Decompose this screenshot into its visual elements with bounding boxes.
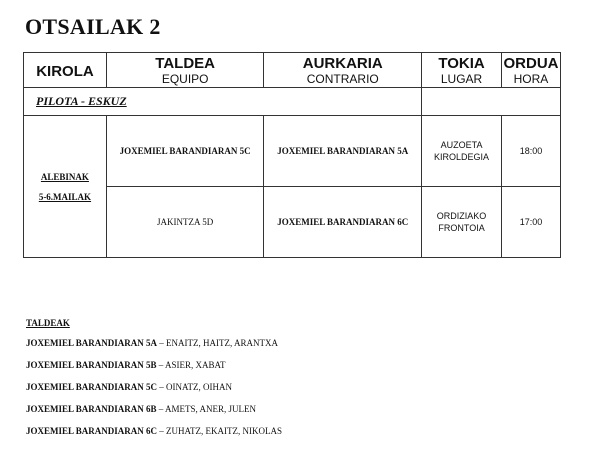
header-aurkaria-sublabel: CONTRARIO bbox=[306, 72, 379, 86]
header-kirola-label: KIROLA bbox=[36, 63, 94, 80]
category-cell bbox=[24, 116, 107, 258]
match-1-place-line-1: AUZOETA bbox=[440, 140, 483, 150]
match-1-team: JOXEMIEL BARANDIARAN 5C bbox=[106, 116, 264, 187]
team-line bbox=[26, 360, 282, 370]
match-row-1 bbox=[24, 116, 561, 187]
header-ordua bbox=[501, 53, 560, 88]
header-row bbox=[24, 53, 561, 88]
match-2-team: JAKINTZA 5D bbox=[106, 187, 264, 258]
header-aurkaria-label: AURKARIA bbox=[302, 55, 383, 72]
team-name: JOXEMIEL BARANDIARAN 6B bbox=[26, 404, 157, 414]
match-2-place-line-1: ORDIZIAKO bbox=[436, 211, 487, 221]
page-title: OTSAILAK 2 bbox=[25, 14, 161, 39]
header-ordua-label: ORDUA bbox=[503, 55, 559, 72]
section-blank bbox=[422, 88, 561, 116]
section-label: PILOTA - ESKUZ bbox=[24, 88, 422, 116]
category-line-2: 5-6.MAILAK bbox=[38, 191, 92, 202]
match-1-opponent: JOXEMIEL BARANDIARAN 5A bbox=[264, 116, 422, 187]
team-members: – ENAITZ, HAITZ, ARANTXA bbox=[157, 338, 278, 348]
match-1-place-line-2: KIROLDEGIA bbox=[434, 152, 490, 162]
team-members: – OINATZ, OIHAN bbox=[157, 382, 233, 392]
team-name: JOXEMIEL BARANDIARAN 5A bbox=[26, 338, 158, 348]
match-2-place bbox=[422, 187, 502, 258]
team-line bbox=[26, 382, 282, 392]
match-2-opponent: JOXEMIEL BARANDIARAN 6C bbox=[264, 187, 422, 258]
team-name: JOXEMIEL BARANDIARAN 5B bbox=[26, 360, 157, 370]
header-aurkaria bbox=[264, 53, 422, 88]
section-row bbox=[24, 88, 561, 116]
team-line bbox=[26, 426, 282, 436]
header-taldea-sublabel: EQUIPO bbox=[161, 72, 209, 86]
match-2-place-line-2: FRONTOIA bbox=[438, 223, 485, 233]
team-members: – ZUHATZ, EKAITZ, NIKOLAS bbox=[157, 426, 282, 436]
match-1-place bbox=[422, 116, 502, 187]
team-line bbox=[26, 404, 282, 414]
header-taldea bbox=[106, 53, 264, 88]
schedule-table bbox=[23, 52, 561, 258]
team-name: JOXEMIEL BARANDIARAN 5C bbox=[26, 382, 158, 392]
team-members: – ASIER, XABAT bbox=[156, 360, 226, 370]
team-line bbox=[26, 338, 282, 348]
header-taldea-label: TALDEA bbox=[155, 55, 216, 72]
header-ordua-sublabel: HORA bbox=[513, 72, 549, 86]
teams-heading: TALDEAK bbox=[26, 318, 70, 328]
category-line-1: ALEBINAK bbox=[40, 171, 89, 182]
match-1-time: 18:00 bbox=[501, 116, 560, 187]
header-tokia-sublabel: LUGAR bbox=[440, 72, 483, 86]
header-kirola bbox=[24, 53, 107, 88]
match-2-time: 17:00 bbox=[501, 187, 560, 258]
header-tokia bbox=[422, 53, 502, 88]
teams-list bbox=[26, 318, 282, 448]
team-members: – AMETS, ANER, JULEN bbox=[156, 404, 257, 414]
header-tokia-label: TOKIA bbox=[438, 55, 485, 72]
team-name: JOXEMIEL BARANDIARAN 6C bbox=[26, 426, 158, 436]
